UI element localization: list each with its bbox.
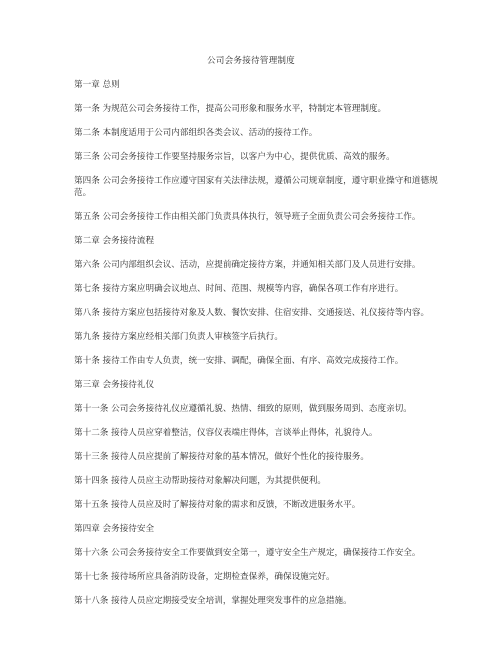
article-paragraph: 第一条 为规范公司会务接待工作，提高公司形象和服务水平，特制定本管理制度。 <box>74 104 387 114</box>
article-paragraph: 第七条 接待方案应明确会议地点、时间、范围、规模等内容，确保各项工作有序进行。 <box>74 284 404 294</box>
article-paragraph: 第八条 接待方案应包括接待对象及人数、餐饮安排、住宿安排、交通接送、礼仪接待等内容。 <box>74 308 430 318</box>
article-paragraph: 第十三条 接待人员应提前了解接待对象的基本情况，做好个性化的接待服务。 <box>74 452 369 462</box>
article-paragraph: 第九条 接待方案应经相关部门负责人审核签字后执行。 <box>74 332 283 342</box>
chapter-heading: 第四章 会务接待安全 <box>74 524 155 534</box>
article-paragraph: 第十六条 公司会务接待安全工作要做到安全第一，遵守安全生产规定，确保接待工作安全。 <box>74 548 421 558</box>
article-paragraph: 第十七条 接待场所应具备消防设备，定期检查保养，确保设施完好。 <box>74 572 335 582</box>
article-paragraph: 第十二条 接待人员应穿着整洁，仪容仪表端庄得体，言谈举止得体，礼貌待人。 <box>74 428 378 438</box>
article-paragraph: 第六条 公司内部组织会议、活动，应提前确定接待方案，并通知相关部门及人员进行安排。 <box>74 260 421 270</box>
document-title: 公司会务接待管理制度 <box>207 56 295 66</box>
article-paragraph: 第十条 接待工作由专人负责，统一安排、调配，确保全面、有序、高效完成接待工作。 <box>74 356 404 366</box>
chapter-heading: 第一章 总则 <box>74 80 120 90</box>
article-paragraph: 第二条 本制度适用于公司内部组织各类会议、活动的接待工作。 <box>74 128 318 138</box>
chapter-heading: 第二章 会务接待流程 <box>74 236 155 246</box>
article-paragraph: 第十一条 公司会务接待礼仪应遵循礼貌、热情、细致的原则，做到服务周到、态度亲切。 <box>74 404 412 414</box>
article-paragraph: 第五条 公司会务接待工作由相关部门负责具体执行，领导班子全面负责公司会务接待工作。 <box>74 212 421 222</box>
article-paragraph: 第十五条 接待人员应及时了解接待对象的需求和反馈，不断改进服务水平。 <box>74 500 361 510</box>
document-body <box>74 79 444 619</box>
article-paragraph: 第四条 公司会务接待工作应遵守国家有关法律法规，遵循公司规章制度，遵守职业操守和道德规范。 <box>74 176 438 198</box>
chapter-heading: 第三章 会务接待礼仪 <box>74 380 155 390</box>
article-paragraph: 第三条 公司会务接待工作要坚持服务宗旨，以客户为中心，提供优质、高效的服务。 <box>74 152 395 162</box>
article-paragraph: 第十四条 接待人员应主动帮助接待对象解决问题，为其提供便利。 <box>74 476 326 486</box>
article-paragraph: 第十八条 接待人员应定期接受安全培训，掌握处理突发事件的应急措施。 <box>74 596 352 606</box>
